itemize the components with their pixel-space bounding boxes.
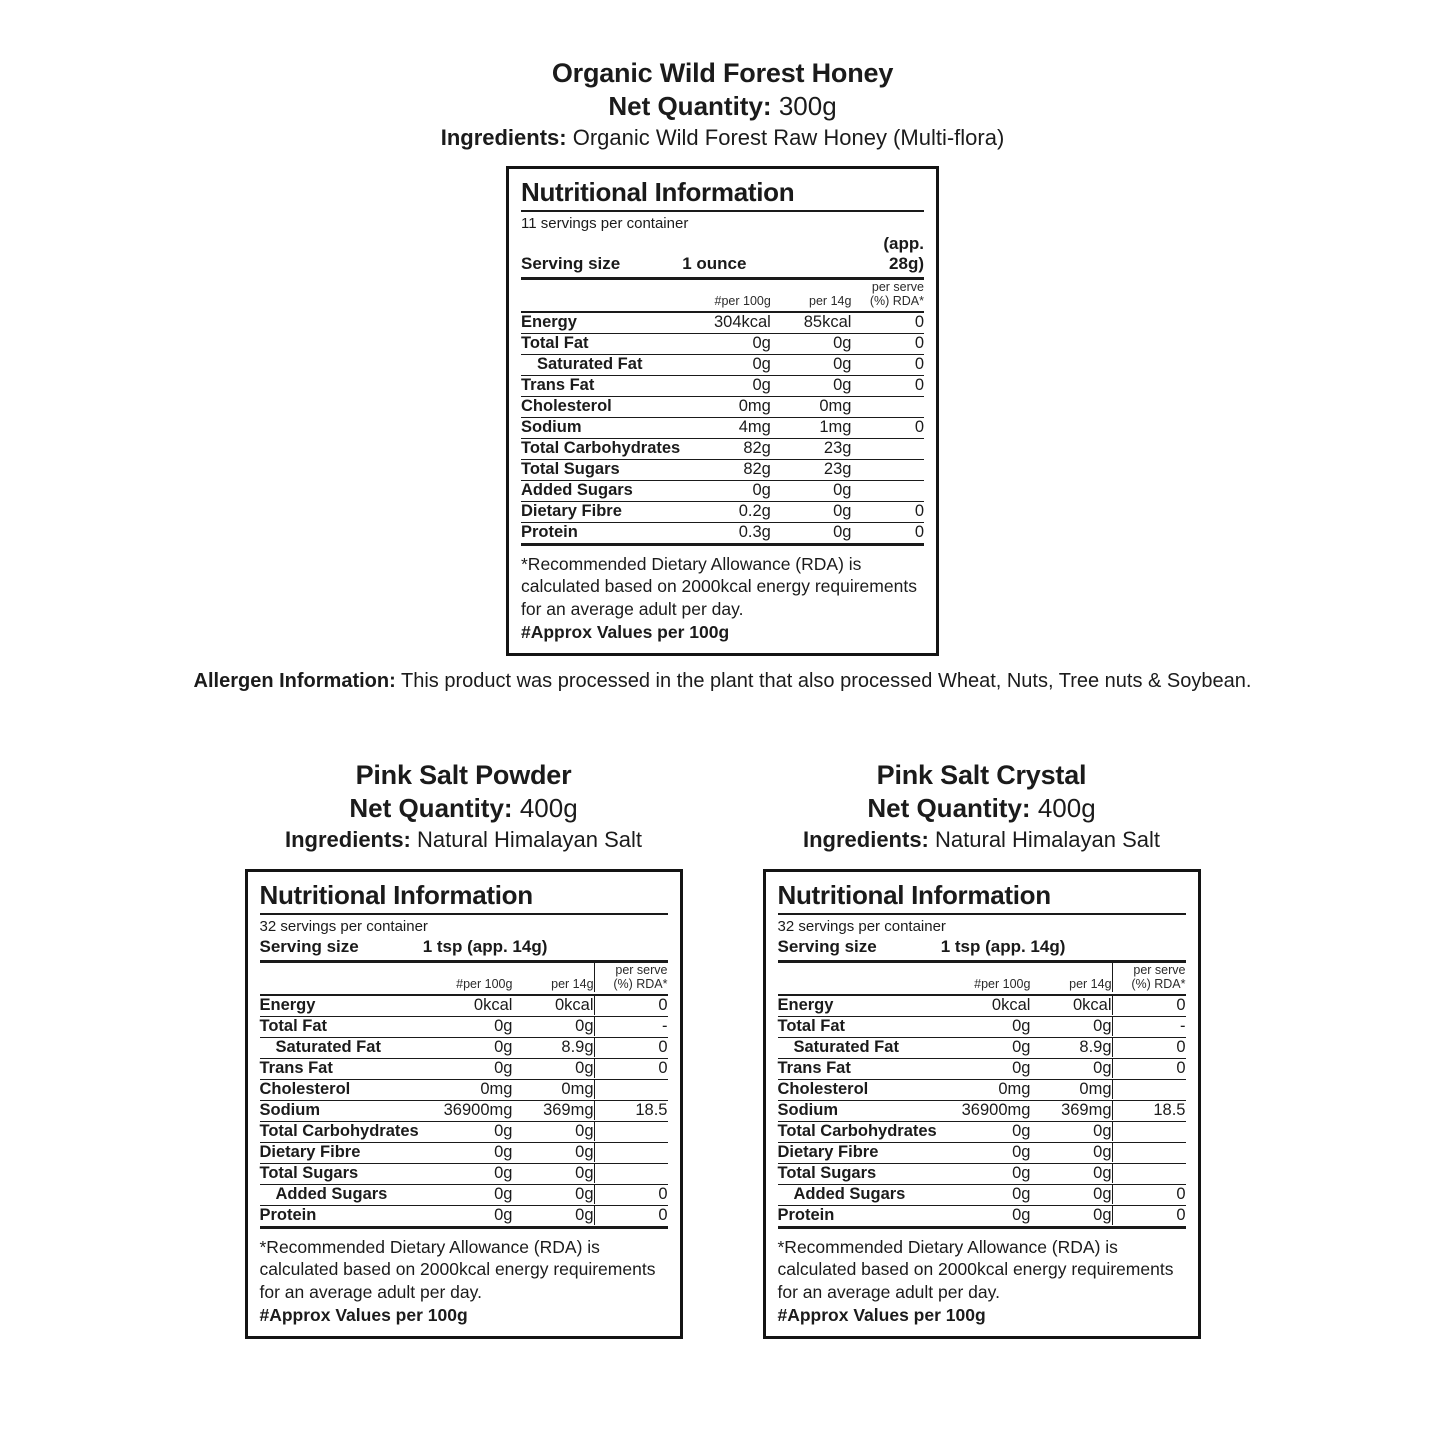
col-header-rda-line1: per serve xyxy=(1133,963,1186,978)
nutrition-row xyxy=(521,333,924,353)
value-per-14g: 0g xyxy=(833,501,852,520)
nutrition-rows-honey xyxy=(521,312,924,545)
allergen-information xyxy=(0,656,1445,695)
value-per-100g: 304kcal xyxy=(713,312,771,331)
nutrition-panel-honey xyxy=(506,166,939,656)
value-rda-percent: 18.5 xyxy=(1112,1100,1185,1120)
value-rda-percent xyxy=(851,459,924,479)
allergen-text: This product was processed in the plant that also processed Wheat, Nuts, Tree nuts & Soybean. xyxy=(400,670,1252,693)
nutrient-label: Dietary Fibre xyxy=(777,1142,879,1161)
product-title-salt-powder: Pink Salt Powder xyxy=(355,760,572,790)
nutrient-label: Protein xyxy=(777,1205,835,1224)
product-title-honey: Organic Wild Forest Honey xyxy=(551,58,894,88)
value-per-14g: 8.9g xyxy=(1079,1037,1112,1056)
nutrient-label: Total Sugars xyxy=(521,459,620,478)
nutrient-label: Total Sugars xyxy=(777,1163,877,1182)
nutrition-row xyxy=(778,1163,1186,1183)
rda-footnote-salt-crystal xyxy=(778,1229,1186,1327)
value-rda-percent xyxy=(594,1121,667,1141)
nutrition-row xyxy=(260,1100,668,1120)
nutrition-row xyxy=(521,417,924,437)
value-rda-percent: - xyxy=(1112,1016,1185,1036)
nutrition-row xyxy=(521,438,924,458)
nutrition-row xyxy=(260,1142,668,1162)
value-per-14g: 0g xyxy=(1093,1184,1112,1203)
value-per-14g: 0g xyxy=(575,1121,594,1140)
nutrition-row xyxy=(778,1037,1186,1057)
column-header-row xyxy=(778,962,1186,992)
value-rda-percent xyxy=(594,1079,667,1099)
value-per-14g: 0mg xyxy=(561,1079,594,1098)
nutrition-row xyxy=(260,1184,668,1204)
net-quantity-value: 300g xyxy=(778,90,837,121)
approx-values-note: #Approx Values per 100g xyxy=(521,622,730,643)
serving-size-value: 1 ounce xyxy=(682,254,747,274)
value-rda-percent xyxy=(1112,1142,1185,1162)
nutrition-row xyxy=(521,312,924,332)
value-rda-percent xyxy=(1112,1163,1185,1183)
rda-footnote-salt-powder xyxy=(260,1229,668,1327)
col-header-rda-line1: per serve xyxy=(615,963,668,978)
value-per-100g: 0g xyxy=(494,1058,513,1077)
col-header-rda xyxy=(594,962,667,992)
nutrient-label: Cholesterol xyxy=(777,1079,869,1098)
value-per-100g: 0kcal xyxy=(473,995,513,1014)
rda-footnote-text: *Recommended Dietary Allowance (RDA) is calculated based on 2000kcal energy requirements for an average adult per day. xyxy=(521,553,917,619)
value-per-14g: 0kcal xyxy=(555,995,594,1014)
nutrient-label: Trans Fat xyxy=(521,375,595,394)
nutrition-row xyxy=(521,480,924,500)
nutrition-panel-salt-crystal xyxy=(763,869,1201,1339)
value-per-14g: 0g xyxy=(833,522,852,541)
allergen-label: Allergen Information: xyxy=(193,670,396,693)
nutrition-panel-heading: Nutritional Information xyxy=(521,178,924,212)
value-rda-percent: 0 xyxy=(1112,1205,1185,1225)
value-per-100g: 0kcal xyxy=(991,995,1031,1014)
nutrition-row xyxy=(778,1079,1186,1099)
value-rda-percent: 0 xyxy=(1112,1058,1185,1078)
nutrient-label: Dietary Fibre xyxy=(259,1142,361,1161)
nutrition-row xyxy=(778,1121,1186,1141)
value-per-14g: 0g xyxy=(1093,1121,1112,1140)
nutrition-row xyxy=(521,354,924,374)
serving-size-label: Serving size xyxy=(521,254,621,274)
net-quantity-honey xyxy=(0,90,1445,124)
value-per-14g: 0mg xyxy=(819,396,852,415)
value-per-100g: 0g xyxy=(752,354,771,373)
nutrient-label: Added Sugars xyxy=(793,1184,906,1203)
column-header-row xyxy=(521,279,924,309)
value-per-14g: 0g xyxy=(575,1184,594,1203)
nutrition-rows-salt-crystal xyxy=(778,995,1186,1228)
value-rda-percent xyxy=(851,438,924,458)
value-rda-percent: 0 xyxy=(914,501,924,520)
col-header-rda-line2: (%) RDA* xyxy=(1131,977,1186,992)
col-header-per14g: per 14g xyxy=(551,977,594,992)
col-header-per100g: #per 100g xyxy=(974,977,1031,992)
value-per-100g: 82g xyxy=(743,459,771,478)
value-rda-percent: 0 xyxy=(594,1037,667,1057)
value-rda-percent: 0 xyxy=(914,375,924,394)
serving-size-label: Serving size xyxy=(777,937,877,957)
value-per-14g: 0g xyxy=(575,1016,594,1035)
nutrient-label: Total Carbohydrates xyxy=(259,1121,419,1140)
nutrient-label: Added Sugars xyxy=(521,480,633,499)
value-per-14g: 0g xyxy=(575,1142,594,1161)
value-rda-percent: 0 xyxy=(914,312,924,331)
ingredients-value: Organic Wild Forest Raw Honey (Multi-flora) xyxy=(572,124,1005,150)
value-per-100g: 0.3g xyxy=(738,522,771,541)
value-per-100g: 0g xyxy=(494,1016,513,1035)
value-per-14g: 23g xyxy=(823,438,852,457)
nutrition-row xyxy=(778,1184,1186,1204)
col-header-per14g: per 14g xyxy=(809,294,852,309)
value-per-100g: 0g xyxy=(494,1142,513,1161)
value-per-100g: 0g xyxy=(752,375,771,394)
ingredients-salt-crystal xyxy=(763,826,1201,855)
value-per-100g: 0g xyxy=(494,1163,513,1182)
nutrient-label: Sodium xyxy=(521,417,582,436)
column-header-row xyxy=(260,962,668,992)
value-per-100g: 82g xyxy=(743,438,771,457)
value-per-14g: 0g xyxy=(1093,1205,1112,1224)
nutrient-label: Total Fat xyxy=(521,333,589,352)
net-quantity-label: Net Quantity: xyxy=(867,792,1031,823)
row-divider xyxy=(260,1225,668,1228)
product-title-salt-crystal: Pink Salt Crystal xyxy=(876,760,1087,790)
value-per-100g: 0mg xyxy=(738,396,771,415)
serving-size-row xyxy=(778,937,1186,957)
value-per-100g: 0g xyxy=(1012,1142,1031,1161)
value-per-100g: 4mg xyxy=(738,417,771,436)
net-quantity-salt-crystal xyxy=(763,792,1201,826)
value-rda-percent: 0 xyxy=(914,354,924,373)
nutrition-row xyxy=(521,522,924,542)
net-quantity-salt-powder xyxy=(245,792,683,826)
rda-footnote-text: *Recommended Dietary Allowance (RDA) is calculated based on 2000kcal energy requirements for an average adult per day. xyxy=(259,1236,656,1302)
ingredients-honey xyxy=(0,124,1445,153)
net-quantity-value: 400g xyxy=(1037,792,1096,823)
nutrient-label: Cholesterol xyxy=(521,396,612,415)
col-header-rda-line2: (%) RDA* xyxy=(613,977,668,992)
value-per-100g: 0g xyxy=(1012,1121,1031,1140)
ingredients-label: Ingredients: xyxy=(284,826,411,852)
nutrient-label: Sodium xyxy=(259,1100,320,1119)
product-section-honey xyxy=(0,58,1445,695)
value-per-14g: 8.9g xyxy=(561,1037,594,1056)
value-per-14g: 0g xyxy=(575,1058,594,1077)
nutrition-rows-salt-powder xyxy=(260,995,668,1228)
net-quantity-label: Net Quantity: xyxy=(608,90,772,121)
value-rda-percent xyxy=(851,480,924,500)
nutrient-label: Cholesterol xyxy=(259,1079,351,1098)
serving-size-approx: (app. 28g) xyxy=(883,234,924,274)
nutrient-label: Dietary Fibre xyxy=(521,501,622,520)
nutrition-row xyxy=(778,1100,1186,1120)
nutrient-label: Energy xyxy=(777,995,834,1014)
nutrient-label: Energy xyxy=(521,312,577,331)
value-per-100g: 36900mg xyxy=(443,1100,513,1119)
serving-size-label: Serving size xyxy=(259,937,359,957)
value-rda-percent: - xyxy=(594,1016,667,1036)
value-per-14g: 1mg xyxy=(819,417,852,436)
nutrition-row xyxy=(260,1079,668,1099)
col-header-rda-line2: (%) RDA* xyxy=(869,294,924,309)
nutrient-label: Saturated Fat xyxy=(275,1037,381,1056)
value-per-100g: 0g xyxy=(1012,1016,1031,1035)
value-per-100g: 0g xyxy=(1012,1184,1031,1203)
value-rda-percent: 0 xyxy=(1112,1037,1185,1057)
product-section-salt-powder xyxy=(245,760,683,1339)
nutrition-row xyxy=(260,1016,668,1036)
serving-size-row xyxy=(521,234,924,274)
value-per-14g: 0g xyxy=(833,480,852,499)
nutrition-row xyxy=(260,1058,668,1078)
col-header-per100g: #per 100g xyxy=(714,294,771,309)
col-header-rda xyxy=(851,279,924,309)
col-header-per100g: #per 100g xyxy=(456,977,513,992)
nutrition-row xyxy=(260,1163,668,1183)
ingredients-label: Ingredients: xyxy=(802,826,929,852)
value-per-14g: 0g xyxy=(833,333,852,352)
value-per-100g: 0mg xyxy=(480,1079,513,1098)
value-rda-percent: 0 xyxy=(1112,995,1185,1015)
servings-per-container: 32 servings per container xyxy=(259,917,428,935)
value-rda-percent: 0 xyxy=(594,1205,667,1225)
serving-size-value: 1 tsp (app. 14g) xyxy=(940,937,1066,957)
nutrition-row xyxy=(260,1205,668,1225)
value-per-14g: 0g xyxy=(1093,1058,1112,1077)
salt-products-row xyxy=(0,760,1445,1339)
value-per-14g: 0g xyxy=(833,375,852,394)
value-rda-percent: 0 xyxy=(914,417,924,436)
value-rda-percent xyxy=(594,1163,667,1183)
value-per-100g: 0g xyxy=(752,333,771,352)
value-per-14g: 369mg xyxy=(543,1100,594,1119)
value-per-14g: 0g xyxy=(575,1205,594,1224)
nutrition-table-salt-crystal xyxy=(778,937,1186,1229)
nutrition-panel-heading: Nutritional Information xyxy=(778,881,1186,915)
nutrition-row xyxy=(260,1121,668,1141)
nutrition-table-salt-powder xyxy=(260,937,668,1229)
value-per-14g: 0g xyxy=(1093,1142,1112,1161)
value-per-14g: 23g xyxy=(823,459,852,478)
value-rda-percent xyxy=(851,396,924,416)
approx-values-note: #Approx Values per 100g xyxy=(777,1305,986,1326)
col-header-rda xyxy=(1112,962,1185,992)
value-per-14g: 0g xyxy=(1093,1016,1112,1035)
nutrition-row xyxy=(778,1205,1186,1225)
nutrition-row xyxy=(778,995,1186,1015)
nutrient-label: Saturated Fat xyxy=(537,354,643,373)
value-rda-percent xyxy=(1112,1121,1185,1141)
value-per-100g: 0g xyxy=(1012,1205,1031,1224)
ingredients-value: Natural Himalayan Salt xyxy=(935,826,1160,852)
nutrient-label: Total Sugars xyxy=(259,1163,359,1182)
value-per-100g: 0g xyxy=(494,1121,513,1140)
value-rda-percent: 0 xyxy=(1112,1184,1185,1204)
nutrient-label: Trans Fat xyxy=(777,1058,851,1077)
nutrition-row xyxy=(521,375,924,395)
nutrient-label: Energy xyxy=(259,995,316,1014)
ingredients-salt-powder xyxy=(245,826,683,855)
value-per-100g: 0g xyxy=(494,1037,513,1056)
value-rda-percent: 0 xyxy=(914,333,924,352)
product-section-salt-crystal xyxy=(763,760,1201,1339)
value-per-100g: 0g xyxy=(494,1205,513,1224)
net-quantity-value: 400g xyxy=(519,792,578,823)
value-rda-percent: 0 xyxy=(594,1184,667,1204)
value-per-100g: 0g xyxy=(752,480,771,499)
value-per-100g: 0g xyxy=(1012,1163,1031,1182)
col-header-per14g: per 14g xyxy=(1069,977,1112,992)
nutrient-label: Total Carbohydrates xyxy=(777,1121,937,1140)
nutrition-row xyxy=(778,1142,1186,1162)
serving-size-value: 1 tsp (app. 14g) xyxy=(422,937,548,957)
nutrition-row xyxy=(521,459,924,479)
nutrient-label: Total Fat xyxy=(259,1016,328,1035)
nutrition-row xyxy=(260,995,668,1015)
nutrient-label: Total Fat xyxy=(777,1016,846,1035)
value-per-100g: 0g xyxy=(1012,1058,1031,1077)
value-per-14g: 0g xyxy=(575,1163,594,1182)
value-per-100g: 0mg xyxy=(998,1079,1031,1098)
ingredients-value: Natural Himalayan Salt xyxy=(417,826,642,852)
nutrition-panel-salt-powder xyxy=(245,869,683,1339)
rda-footnote-honey xyxy=(521,546,924,644)
value-per-14g: 0g xyxy=(1093,1163,1112,1182)
value-per-100g: 0g xyxy=(494,1184,513,1203)
nutrient-label: Added Sugars xyxy=(275,1184,388,1203)
value-rda-percent: 0 xyxy=(594,995,667,1015)
row-divider xyxy=(521,542,924,545)
nutrition-row xyxy=(521,501,924,521)
net-quantity-label: Net Quantity: xyxy=(349,792,513,823)
nutrient-label: Total Carbohydrates xyxy=(521,438,681,457)
value-per-14g: 0mg xyxy=(1079,1079,1112,1098)
rda-footnote-text: *Recommended Dietary Allowance (RDA) is calculated based on 2000kcal energy requirements for an average adult per day. xyxy=(777,1236,1174,1302)
value-rda-percent xyxy=(594,1142,667,1162)
value-per-100g: 0.2g xyxy=(738,501,771,520)
value-per-100g: 0g xyxy=(1012,1037,1031,1056)
value-per-100g: 36900mg xyxy=(961,1100,1031,1119)
servings-per-container: 32 servings per container xyxy=(777,917,946,935)
serving-size-row xyxy=(260,937,668,957)
nutrient-label: Protein xyxy=(521,522,578,541)
nutrition-row xyxy=(778,1016,1186,1036)
value-rda-percent: 0 xyxy=(914,522,924,541)
nutrient-label: Sodium xyxy=(777,1100,838,1119)
nutrition-panel-heading: Nutritional Information xyxy=(260,881,668,915)
nutrition-table-honey xyxy=(521,234,924,546)
nutrient-label: Protein xyxy=(259,1205,317,1224)
value-rda-percent: 18.5 xyxy=(594,1100,667,1120)
value-per-14g: 85kcal xyxy=(803,312,852,331)
col-header-rda-line1: per serve xyxy=(871,280,924,295)
nutrient-label: Trans Fat xyxy=(259,1058,333,1077)
row-divider xyxy=(778,1225,1186,1228)
value-per-14g: 0kcal xyxy=(1073,995,1112,1014)
nutrition-row xyxy=(260,1037,668,1057)
value-rda-percent: 0 xyxy=(594,1058,667,1078)
nutrition-row xyxy=(521,396,924,416)
nutrition-row xyxy=(778,1058,1186,1078)
value-per-14g: 0g xyxy=(833,354,852,373)
approx-values-note: #Approx Values per 100g xyxy=(259,1305,468,1326)
nutrient-label: Saturated Fat xyxy=(793,1037,899,1056)
servings-per-container: 11 servings per container xyxy=(521,214,689,232)
ingredients-label: Ingredients: xyxy=(440,124,567,150)
value-per-14g: 369mg xyxy=(1061,1100,1112,1119)
value-rda-percent xyxy=(1112,1079,1185,1099)
